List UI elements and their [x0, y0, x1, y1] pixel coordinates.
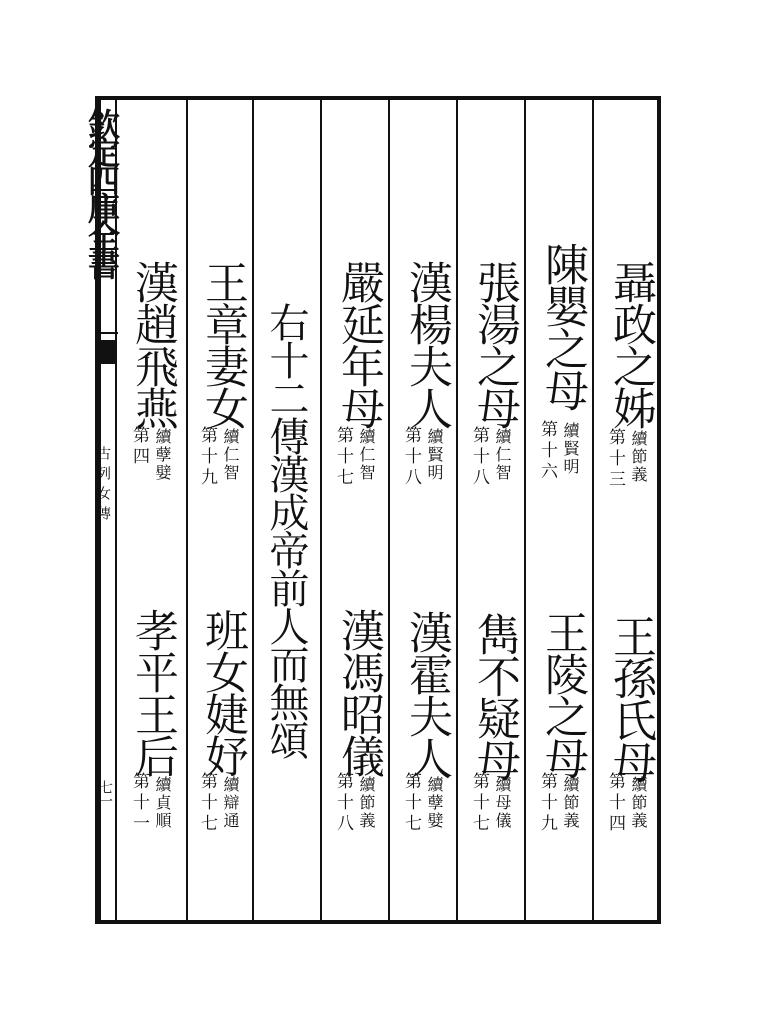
- entry-name: 陳嬰之母: [537, 242, 588, 410]
- entry-number: 第四: [129, 426, 149, 468]
- entry-column: [390, 112, 456, 912]
- entry-category: 續節義: [357, 776, 376, 830]
- entry-category: 續仁智: [357, 428, 376, 482]
- entry-column: [526, 112, 592, 912]
- entry-number: 第十四: [605, 772, 625, 835]
- entry-category: 續貞順: [153, 776, 172, 830]
- entry-column: [458, 112, 524, 912]
- page-number: 七一: [97, 780, 113, 808]
- entry-number: 第十三: [605, 428, 625, 491]
- entry-name: 雋不疑母: [469, 612, 520, 780]
- entry-column: [322, 112, 388, 912]
- entry-category: 續仁智: [493, 428, 512, 482]
- entry-number: 第十九: [537, 772, 557, 835]
- entry-column: [118, 112, 186, 912]
- entry-number: 第十一: [129, 772, 149, 835]
- fish-tail-line: [96, 332, 118, 334]
- entry-name: 班女婕妤: [197, 608, 248, 776]
- entry-name: 王章妻女: [197, 260, 248, 428]
- entry-number: 第十七: [401, 772, 421, 835]
- entry-column: [594, 112, 660, 912]
- entry-name: 嚴延年母: [333, 260, 384, 428]
- entry-number: 第十八: [333, 772, 353, 835]
- entry-category: 續賢明: [561, 422, 580, 476]
- entry-number: 第十九: [197, 426, 217, 489]
- entry-category: 續孽嬖: [153, 428, 172, 482]
- entry-category: 續節義: [629, 430, 648, 484]
- summary-text: 右十二傳漢成帝前人而無頌: [263, 302, 309, 758]
- book-header-title: 欽定四庫全書: [83, 108, 121, 276]
- entry-category: 續賢明: [425, 428, 444, 482]
- entry-name: 張湯之母: [469, 260, 520, 428]
- fish-tail-mark: [96, 340, 116, 364]
- entry-name: 漢楊夫人: [401, 260, 452, 428]
- entry-name: 漢霍夫人: [401, 610, 452, 778]
- summary-column: [254, 112, 320, 912]
- entry-category: 續孽嬖: [425, 776, 444, 830]
- entry-name: 漢趙飛燕: [127, 260, 178, 428]
- entry-number: 第十八: [401, 426, 421, 489]
- entry-category: 續仁智: [221, 428, 240, 482]
- entry-name: 王陵之母: [537, 610, 588, 778]
- entry-category: 續母儀: [493, 776, 512, 830]
- entry-number: 第十八: [469, 426, 489, 489]
- entry-category: 續節義: [561, 776, 580, 830]
- entry-number: 第十六: [537, 420, 557, 483]
- entry-name: 孝平王后: [127, 608, 178, 776]
- entry-category: 續辯通: [221, 776, 240, 830]
- entry-name: 王孫氏母: [605, 614, 656, 782]
- entry-name: 聶政之姊: [605, 260, 656, 428]
- entry-name: 漢馮昭儀: [333, 608, 384, 776]
- entry-category: 續節義: [629, 776, 648, 830]
- entry-number: 第十七: [469, 772, 489, 835]
- chapter-title: 古列女傳: [95, 446, 111, 526]
- entry-column: [188, 112, 252, 912]
- entry-number: 第十七: [197, 772, 217, 835]
- entry-number: 第十七: [333, 426, 353, 489]
